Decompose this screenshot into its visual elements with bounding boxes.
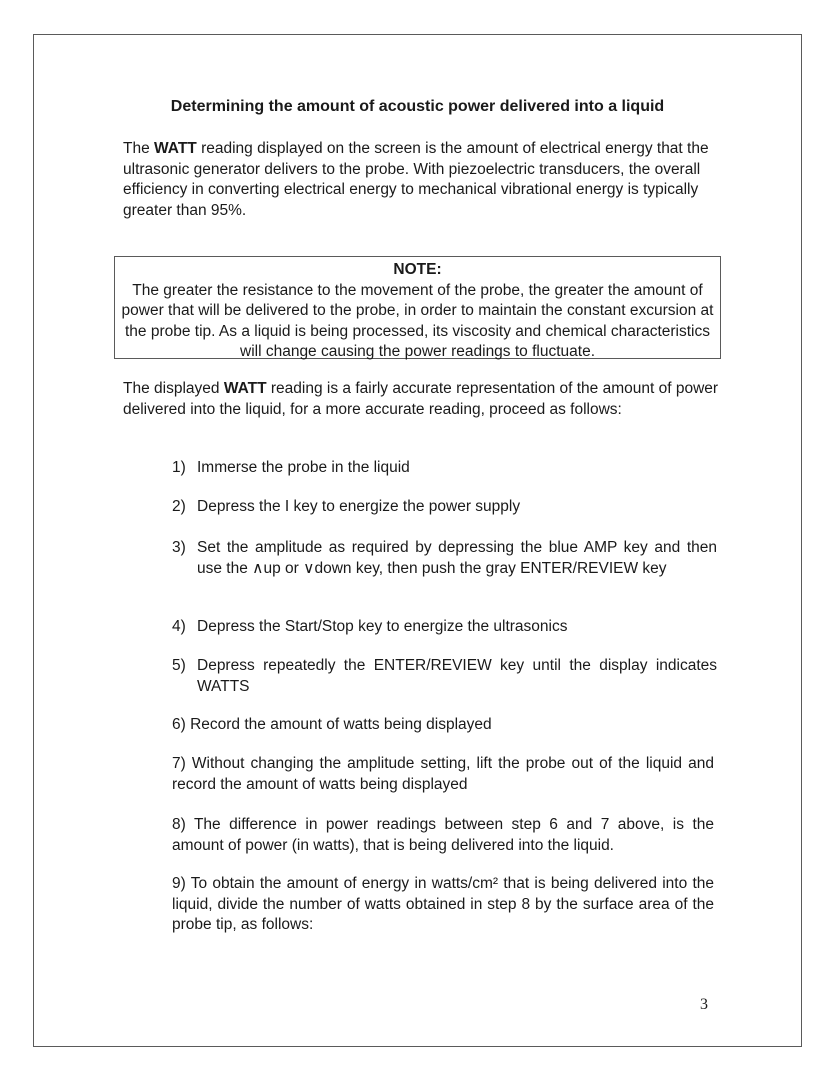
procedure-intro-paragraph: The displayed WATT reading is a fairly accurate representation of the amount of power delivered into the liquid, for a more accurate reading, proceed as follows: — [123, 380, 719, 418]
note-text: The greater the resistance to the movement of the probe, the greater the amount of power that will be delivered to the probe, in order to maintain the constant excursion at the probe tip. As a liquid is being processed, its viscosity and chemical characteristics will change causing the power readings to fluctuate. — [121, 281, 714, 360]
watt-term: WATT — [223, 380, 267, 397]
note-box — [114, 256, 721, 359]
step-6: 6) Record the amount of watts being displayed — [172, 716, 492, 733]
step-7: 7) Without changing the amplitude setting, lift the probe out of the liquid and record the amount of watts being displayed — [172, 755, 714, 793]
page-number: 3 — [700, 996, 708, 1013]
page-title: Determining the amount of acoustic power delivered into a liquid — [170, 98, 665, 115]
note-title: NOTE: — [393, 261, 442, 278]
step-2: 2) Depress the I key to energize the power supply — [172, 498, 521, 515]
step-5: 5) Depress repeatedly the ENTER/REVIEW key until the display indicates WATTS — [172, 657, 717, 695]
step-8: 8) The difference in power readings between step 6 and 7 above, is the amount of power (in watts), that is being delivered into the liquid. — [172, 816, 714, 854]
step-9: 9) To obtain the amount of energy in watts/cm² that is being delivered into the liquid, divide the number of watts obtained in step 8 by the surface area of the probe tip, as follows: — [172, 875, 714, 933]
step-4: 4) Depress the Start/Stop key to energize the ultrasonics — [172, 618, 568, 635]
step-1: 1) Immerse the probe in the liquid — [172, 459, 410, 476]
watt-term: WATT — [154, 140, 197, 157]
intro-paragraph: The WATT reading displayed on the screen is the amount of electrical energy that the ultrasonic generator delivers to the probe. With piezoelectric transducers, the overall efficiency in converting electrical energy to mechanical vibrational energy is typically greater than 95%. — [123, 140, 709, 219]
step-3: 3) Set the amplitude as required by depressing the blue AMP key and then use the ∧up or ∨down key, then push the gray ENTER/REVIEW key — [172, 539, 717, 577]
